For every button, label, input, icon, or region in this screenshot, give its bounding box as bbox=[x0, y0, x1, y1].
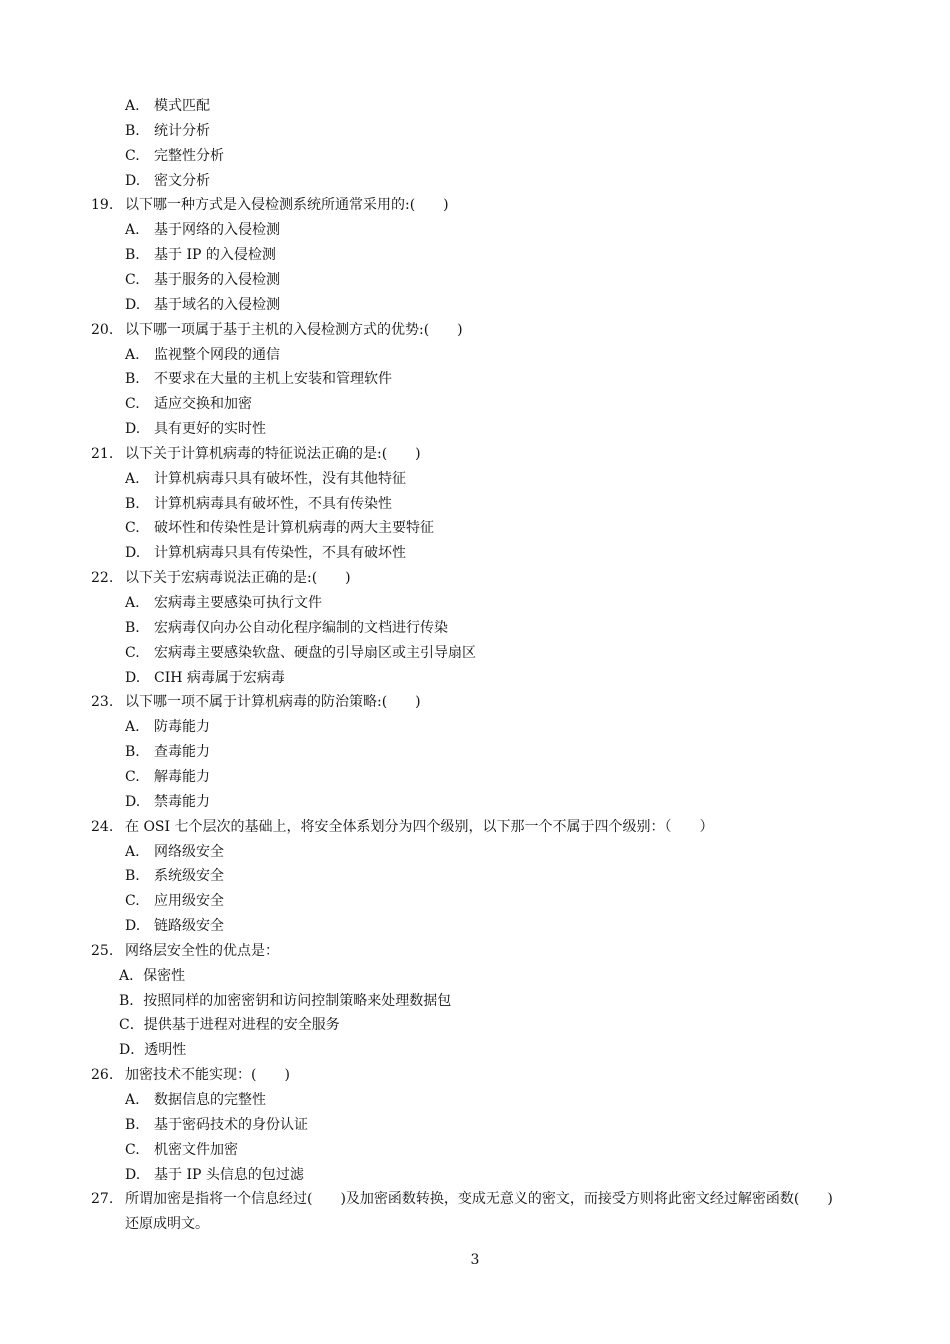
answer-option bbox=[125, 864, 224, 889]
option-text: 具有更好的实时性 bbox=[154, 421, 266, 437]
option-label: C. bbox=[125, 272, 140, 288]
question-text: 以下关于计算机病毒的特征说法正确的是:( ) bbox=[125, 446, 421, 462]
answer-option bbox=[125, 591, 322, 616]
option-label: B. bbox=[125, 247, 140, 263]
option-label: D. bbox=[125, 794, 141, 810]
option-label: C． bbox=[119, 1017, 144, 1033]
option-text: 应用级安全 bbox=[154, 893, 224, 909]
option-text: 宏病毒主要感染软盘、硬盘的引导扇区或主引导扇区 bbox=[154, 645, 476, 661]
option-text: 完整性分析 bbox=[154, 148, 224, 164]
option-label: A. bbox=[125, 347, 140, 363]
question-number: 19. bbox=[91, 197, 114, 213]
question-number: 22. bbox=[91, 570, 114, 586]
option-text: 密文分析 bbox=[154, 173, 210, 189]
question-number: 25. bbox=[91, 943, 114, 959]
option-text: 链路级安全 bbox=[154, 918, 224, 934]
option-label: D. bbox=[125, 670, 141, 686]
question-line bbox=[91, 566, 351, 591]
option-label: B. bbox=[125, 868, 140, 884]
answer-option bbox=[125, 840, 224, 865]
question-continuation: 还原成明文。 bbox=[125, 1216, 209, 1232]
option-text: 查毒能力 bbox=[154, 744, 210, 760]
answer-option bbox=[125, 914, 224, 939]
option-label: A. bbox=[125, 595, 140, 611]
answer-option bbox=[125, 1113, 308, 1138]
question-text: 在 OSI 七个层次的基础上，将安全体系划分为四个级别，以下那一个不属于四个级别：（ ） bbox=[125, 819, 714, 835]
option-label: B. bbox=[125, 123, 140, 139]
option-text: 解毒能力 bbox=[154, 769, 210, 785]
question-number: 27. bbox=[91, 1191, 114, 1207]
answer-option bbox=[119, 989, 451, 1014]
answer-option bbox=[125, 1163, 304, 1188]
option-text: 基于服务的入侵检测 bbox=[154, 272, 280, 288]
option-text: 宏病毒仅向办公自动化程序编制的文档进行传染 bbox=[154, 620, 448, 636]
answer-option bbox=[125, 417, 266, 442]
question-line bbox=[91, 939, 279, 964]
answer-option bbox=[125, 616, 448, 641]
option-text: 基于 IP 的入侵检测 bbox=[154, 247, 276, 263]
answer-option bbox=[125, 119, 210, 144]
option-text: 网络级安全 bbox=[154, 844, 224, 860]
option-label: D. bbox=[125, 173, 141, 189]
option-text: 基于域名的入侵检测 bbox=[154, 297, 280, 313]
option-text: 宏病毒主要感染可执行文件 bbox=[154, 595, 322, 611]
option-text: 机密文件加密 bbox=[154, 1142, 238, 1158]
option-text: 数据信息的完整性 bbox=[154, 1092, 266, 1108]
answer-option bbox=[125, 641, 476, 666]
option-text: 监视整个网段的通信 bbox=[154, 347, 280, 363]
answer-option bbox=[125, 94, 210, 119]
option-label: C. bbox=[125, 520, 140, 536]
question-line bbox=[91, 1187, 833, 1212]
option-text: 统计分析 bbox=[154, 123, 210, 139]
answer-option bbox=[119, 1038, 186, 1063]
answer-option bbox=[125, 1088, 266, 1113]
answer-option bbox=[125, 218, 280, 243]
option-text: 系统级安全 bbox=[154, 868, 224, 884]
option-label: A. bbox=[125, 844, 140, 860]
option-text: 计算机病毒只具有破坏性，没有其他特征 bbox=[154, 471, 406, 487]
option-text: 提供基于进程对进程的安全服务 bbox=[143, 1017, 340, 1033]
option-text: 适应交换和加密 bbox=[154, 396, 252, 412]
option-text: 破坏性和传染性是计算机病毒的两大主要特征 bbox=[154, 520, 434, 536]
option-label: B. bbox=[125, 1117, 140, 1133]
option-text: 保密性 bbox=[143, 968, 186, 984]
answer-option bbox=[125, 516, 434, 541]
answer-option bbox=[125, 243, 276, 268]
option-label: B. bbox=[125, 496, 140, 512]
option-label: A. bbox=[125, 719, 140, 735]
option-text: 防毒能力 bbox=[154, 719, 210, 735]
option-label: A. bbox=[125, 1092, 140, 1108]
option-text: 按照同样的加密密钥和访问控制策略来处理数据包 bbox=[143, 993, 452, 1009]
option-label: D. bbox=[125, 918, 141, 934]
answer-option bbox=[125, 715, 210, 740]
option-text: 禁毒能力 bbox=[154, 794, 210, 810]
question-number: 20. bbox=[91, 322, 114, 338]
option-label: C. bbox=[125, 893, 140, 909]
question-text: 以下哪一项不属于计算机病毒的防治策略:( ) bbox=[125, 694, 421, 710]
option-label: C. bbox=[125, 148, 140, 164]
option-text: 透明性 bbox=[144, 1042, 187, 1058]
option-text: 不要求在大量的主机上安装和管理软件 bbox=[154, 371, 392, 387]
question-text: 网络层安全性的优点是： bbox=[125, 943, 279, 959]
answer-option bbox=[125, 367, 392, 392]
option-label: B. bbox=[125, 744, 140, 760]
question-text: 所谓加密是指将一个信息经过( )及加密函数转换，变成无意义的密文，而接受方则将此密文经过解密函数( ) bbox=[125, 1191, 833, 1207]
option-label: B. bbox=[125, 620, 140, 636]
answer-option bbox=[125, 144, 224, 169]
question-number: 24. bbox=[91, 819, 114, 835]
answer-option bbox=[125, 889, 224, 914]
answer-option bbox=[125, 541, 406, 566]
option-label: D. bbox=[125, 1167, 141, 1183]
option-label: B． bbox=[119, 993, 144, 1009]
answer-option bbox=[125, 492, 392, 517]
answer-option bbox=[119, 964, 185, 989]
option-label: C. bbox=[125, 645, 140, 661]
option-text: 计算机病毒只具有传染性，不具有破坏性 bbox=[154, 545, 406, 561]
question-line bbox=[91, 193, 449, 218]
option-text: CIH 病毒属于宏病毒 bbox=[154, 670, 285, 686]
answer-option bbox=[125, 765, 210, 790]
question-text: 加密技术不能实现：( ) bbox=[125, 1067, 290, 1083]
option-label: C. bbox=[125, 1142, 140, 1158]
answer-option bbox=[125, 740, 210, 765]
question-line bbox=[91, 442, 421, 467]
option-label: D． bbox=[119, 1042, 145, 1058]
option-label: D. bbox=[125, 297, 141, 313]
question-line bbox=[91, 318, 463, 343]
option-label: A． bbox=[119, 968, 144, 984]
option-label: C. bbox=[125, 396, 140, 412]
answer-option bbox=[125, 392, 252, 417]
option-text: 计算机病毒具有破坏性，不具有传染性 bbox=[154, 496, 392, 512]
option-label: D. bbox=[125, 545, 141, 561]
answer-option bbox=[119, 1013, 340, 1038]
answer-option bbox=[125, 169, 210, 194]
question-text: 以下关于宏病毒说法正确的是:( ) bbox=[125, 570, 351, 586]
option-label: C. bbox=[125, 769, 140, 785]
answer-option bbox=[125, 268, 280, 293]
question-line bbox=[91, 815, 714, 840]
option-text: 模式匹配 bbox=[154, 98, 210, 114]
answer-option bbox=[125, 666, 285, 691]
question-line bbox=[91, 1063, 290, 1088]
option-text: 基于网络的入侵检测 bbox=[154, 222, 280, 238]
option-label: A. bbox=[125, 98, 140, 114]
question-number: 21. bbox=[91, 446, 114, 462]
page-number: 3 bbox=[470, 1252, 480, 1268]
option-text: 基于密码技术的身份认证 bbox=[154, 1117, 308, 1133]
question-line bbox=[91, 690, 421, 715]
answer-option bbox=[125, 293, 280, 318]
answer-option bbox=[125, 1138, 238, 1163]
answer-option bbox=[125, 790, 210, 815]
option-label: B. bbox=[125, 371, 140, 387]
answer-option bbox=[125, 467, 406, 492]
option-text: 基于 IP 头信息的包过滤 bbox=[154, 1167, 304, 1183]
question-number: 26. bbox=[91, 1067, 114, 1083]
question-text: 以下哪一项属于基于主机的入侵检测方式的优势:( ) bbox=[125, 322, 463, 338]
answer-option bbox=[125, 343, 280, 368]
question-text: 以下哪一种方式是入侵检测系统所通常采用的:( ) bbox=[125, 197, 449, 213]
question-number: 23. bbox=[91, 694, 114, 710]
option-label: A. bbox=[125, 471, 140, 487]
option-label: D. bbox=[125, 421, 141, 437]
option-label: A. bbox=[125, 222, 140, 238]
